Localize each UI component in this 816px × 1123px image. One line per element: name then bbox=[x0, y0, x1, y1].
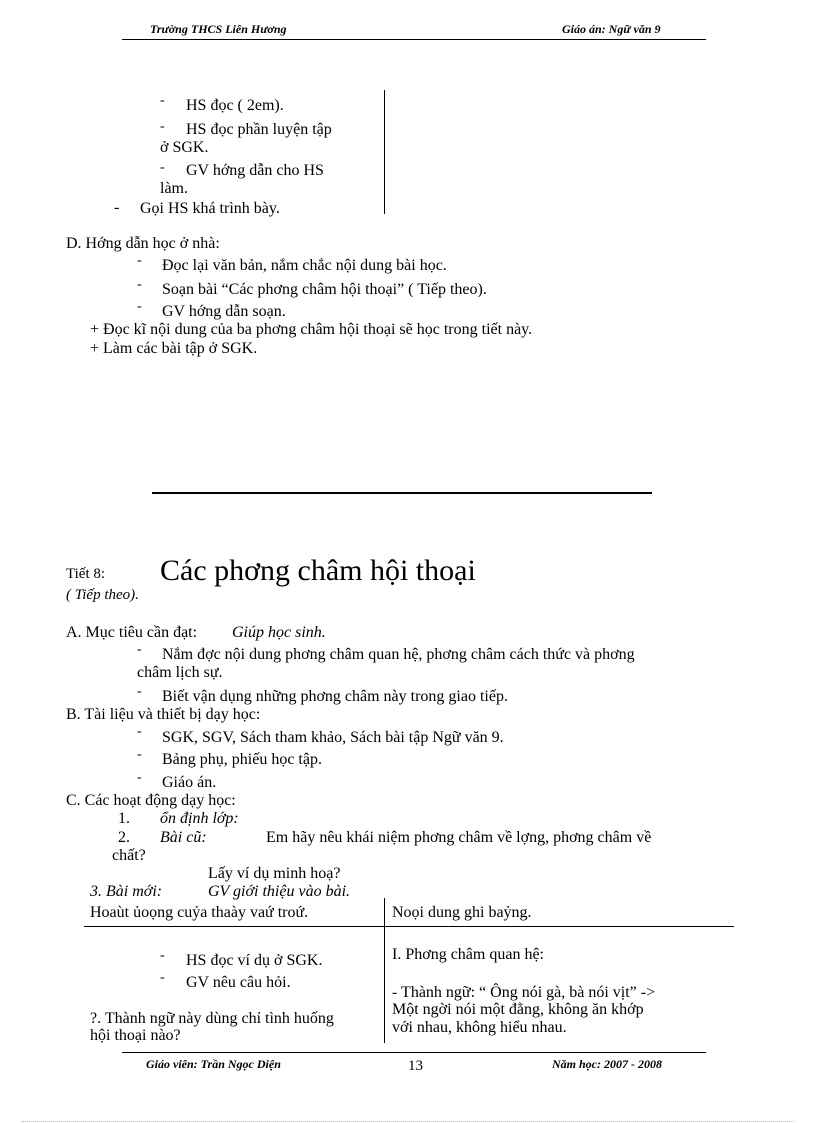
page-edge bbox=[22, 1121, 794, 1122]
step-label: Bài cũ: bbox=[160, 829, 207, 846]
step-text: Em hãy nêu khái niệm phơng châm về lợng, phơng châm về bbox=[266, 829, 652, 846]
table-header-left: Hoaùt ủoọng cuỷa thaày vaứ troứ. bbox=[90, 904, 309, 921]
bullet-marker: - bbox=[160, 93, 165, 108]
header-school: Trường THCS Liên Hương bbox=[150, 22, 287, 36]
bullet-marker: - bbox=[160, 119, 165, 134]
table-header-right: Noọi dung ghi baỷng. bbox=[392, 904, 532, 921]
step-label: 3. Bài mới: bbox=[90, 883, 163, 900]
list-item: HS đọc ( 2em). bbox=[186, 97, 284, 114]
page-title: Các phơng châm hội thoại bbox=[160, 554, 476, 587]
question-text: ?. Thành ngữ này dùng chỉ tình huống bbox=[90, 1010, 334, 1027]
section-c-heading: C. Các hoạt động dạy học: bbox=[66, 792, 236, 809]
list-item: Bảng phụ, phiếu học tập. bbox=[162, 751, 322, 768]
header-rule bbox=[122, 39, 706, 40]
footer-rule bbox=[122, 1052, 706, 1053]
lesson-label: Tiết 8: bbox=[66, 566, 106, 582]
plus-item: + Làm các bài tập ở SGK. bbox=[90, 340, 258, 357]
step-number: 1. bbox=[118, 810, 130, 827]
list-item: Giáo án. bbox=[162, 774, 217, 791]
list-item: GV nêu câu hỏi. bbox=[186, 974, 291, 991]
section-a-note: Giúp học sinh. bbox=[232, 624, 326, 641]
step-text-cont: chất? bbox=[112, 847, 146, 864]
list-item: Nắm đợc nội dung phơng châm quan hệ, phơng châm cách thức và phơng bbox=[162, 646, 635, 663]
header-subject: Giáo án: Ngữ văn 9 bbox=[562, 22, 661, 36]
bullet-marker: - bbox=[160, 948, 165, 963]
list-item: GV hớng dẫn soạn. bbox=[162, 303, 286, 320]
section-separator bbox=[152, 492, 652, 494]
list-item: Đọc lại văn bản, nắm chắc nội dung bài học. bbox=[162, 257, 447, 274]
content-heading: I. Phơng châm quan hệ: bbox=[392, 946, 544, 963]
section-b-heading: B. Tài liệu và thiết bị dạy học: bbox=[66, 706, 261, 723]
list-item-cont: châm lịch sự. bbox=[137, 664, 223, 681]
list-item: GV hớng dẫn cho HS bbox=[186, 162, 324, 179]
step-text: GV giới thiệu vào bài. bbox=[208, 883, 351, 900]
list-item-cont: làm. bbox=[160, 180, 188, 197]
list-item: Biết vận dụng những phơng châm này trong giao tiếp. bbox=[162, 688, 508, 705]
footer-teacher: Giáo viên: Trần Ngọc Diện bbox=[146, 1057, 281, 1071]
step-text: ổn định lớp: bbox=[160, 810, 239, 827]
step-extra: Lấy ví dụ minh hoạ? bbox=[208, 865, 341, 882]
bullet-marker: - bbox=[160, 160, 165, 175]
content-line: Một ngời nói một đằng, không ăn khớp bbox=[392, 1001, 644, 1018]
content-line: với nhau, không hiểu nhau. bbox=[392, 1019, 567, 1036]
list-item-cont: ở SGK. bbox=[160, 139, 209, 156]
question-text-cont: hội thoại nào? bbox=[90, 1027, 181, 1044]
dash-marker: - bbox=[114, 199, 120, 216]
lesson-subtitle: ( Tiếp theo). bbox=[66, 587, 139, 603]
list-item: HS đọc ví dụ ở SGK. bbox=[186, 952, 323, 969]
section-a-heading: A. Mục tiêu cần đạt: bbox=[66, 624, 198, 641]
table-header-rule bbox=[84, 926, 734, 927]
top-table-divider bbox=[384, 90, 385, 214]
list-item: Soạn bài “Các phơng châm hội thoại” ( Tiếp theo). bbox=[162, 281, 487, 298]
list-item: HS đọc phần luyện tập bbox=[186, 121, 332, 138]
section-d-heading: D. Hớng dẫn học ở nhà: bbox=[66, 235, 220, 252]
step-number: 2. bbox=[118, 829, 130, 846]
list-item: Gọi HS khá trình bày. bbox=[140, 200, 280, 217]
list-item: SGK, SGV, Sách tham khảo, Sách bài tập Ngữ văn 9. bbox=[162, 729, 504, 746]
plus-item: + Đọc kĩ nội dung của ba phơng châm hội thoại sẽ học trong tiết này. bbox=[90, 321, 533, 338]
table-divider bbox=[384, 898, 385, 1043]
content-line: - Thành ngữ: “ Ông nói gà, bà nói vịt” -> bbox=[392, 984, 656, 1001]
bullet-marker: - bbox=[160, 970, 165, 985]
page-number: 13 bbox=[408, 1058, 423, 1074]
footer-school-year: Năm học: 2007 - 2008 bbox=[552, 1057, 662, 1071]
